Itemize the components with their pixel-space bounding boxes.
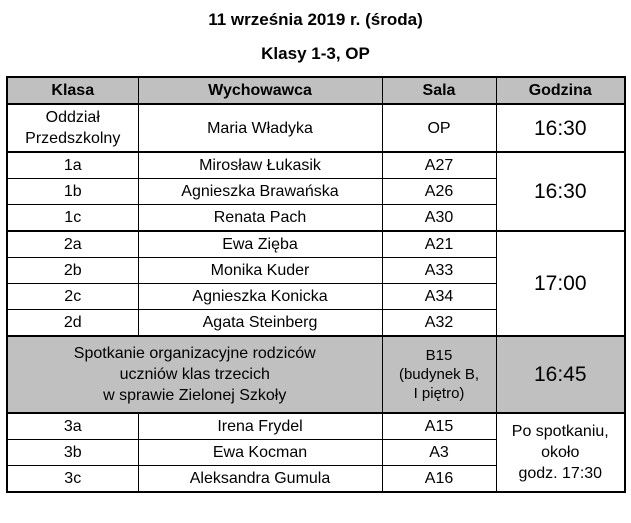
cell-sala: A26 — [382, 179, 496, 205]
cell-sala: A21 — [382, 231, 496, 258]
meeting-godzina: 16:45 — [496, 336, 625, 413]
table-header-row — [7, 77, 625, 104]
cell-sala: A34 — [382, 284, 496, 310]
klasa-line: Oddział — [45, 109, 100, 126]
page-subtitle-classes: Klasy 1-3, OP — [261, 44, 370, 63]
cell-klasa: 1a — [7, 152, 138, 179]
meeting-description — [7, 336, 382, 413]
cell-sala: A32 — [382, 310, 496, 337]
cell-wychowawca: Aleksandra Gumula — [138, 466, 382, 493]
cell-klasa: 2a — [7, 231, 138, 258]
cell-klasa: 2b — [7, 258, 138, 284]
cell-wychowawca: Ewa Zięba — [138, 231, 382, 258]
cell-godzina: 17:00 — [496, 231, 625, 336]
cell-klasa — [7, 104, 138, 152]
cell-klasa: 2c — [7, 284, 138, 310]
klasa-line: Przedszkolny — [25, 130, 121, 147]
cell-klasa: 3b — [7, 440, 138, 466]
cell-wychowawca: Agata Steinberg — [138, 310, 382, 337]
cell-klasa: 3a — [7, 413, 138, 440]
cell-sala: A16 — [382, 466, 496, 493]
godzina-line: godz. 17:30 — [518, 465, 603, 482]
table-row — [7, 231, 625, 258]
cell-wychowawca: Mirosław Łukasik — [138, 152, 382, 179]
column-header-sala: Sala — [382, 77, 496, 104]
cell-klasa: 1b — [7, 179, 138, 205]
sala-line: B15 — [425, 347, 453, 364]
cell-sala: A3 — [382, 440, 496, 466]
table-row-preschool — [7, 104, 625, 152]
table-row — [7, 413, 625, 440]
godzina-line: około — [541, 444, 580, 461]
cell-klasa: 3c — [7, 466, 138, 493]
sala-line: I piętro) — [413, 385, 465, 402]
meeting-line: Spotkanie organizacyjne rodziców — [73, 345, 316, 362]
cell-wychowawca: Agnieszka Konicka — [138, 284, 382, 310]
cell-godzina: 16:30 — [496, 104, 625, 152]
sala-line: (budynek B, — [398, 366, 480, 383]
cell-godzina: 16:30 — [496, 152, 625, 231]
cell-wychowawca: Irena Frydel — [138, 413, 382, 440]
godzina-line: Po spotkaniu, — [511, 423, 609, 440]
column-header-wychowawca: Wychowawca — [138, 77, 382, 104]
page-title-date: 11 września 2019 r. (środa) — [208, 10, 423, 29]
cell-klasa: 2d — [7, 310, 138, 337]
cell-godzina — [496, 413, 625, 492]
cell-wychowawca: Monika Kuder — [138, 258, 382, 284]
cell-sala: A33 — [382, 258, 496, 284]
column-header-godzina: Godzina — [496, 77, 625, 104]
cell-wychowawca: Maria Władyka — [138, 104, 382, 152]
table-row — [7, 152, 625, 179]
cell-wychowawca: Renata Pach — [138, 205, 382, 232]
meeting-line: uczniów klas trzecich — [119, 366, 270, 383]
cell-sala: A27 — [382, 152, 496, 179]
cell-sala: A15 — [382, 413, 496, 440]
meeting-sala — [382, 336, 496, 413]
meeting-line: w sprawie Zielonej Szkoły — [103, 387, 287, 404]
cell-wychowawca: Agnieszka Brawańska — [138, 179, 382, 205]
cell-klasa: 1c — [7, 205, 138, 232]
column-header-klasa: Klasa — [7, 77, 138, 104]
cell-sala: OP — [382, 104, 496, 152]
cell-sala: A30 — [382, 205, 496, 232]
table-row-meeting — [7, 336, 625, 413]
cell-wychowawca: Ewa Kocman — [138, 440, 382, 466]
schedule-table — [6, 76, 626, 493]
